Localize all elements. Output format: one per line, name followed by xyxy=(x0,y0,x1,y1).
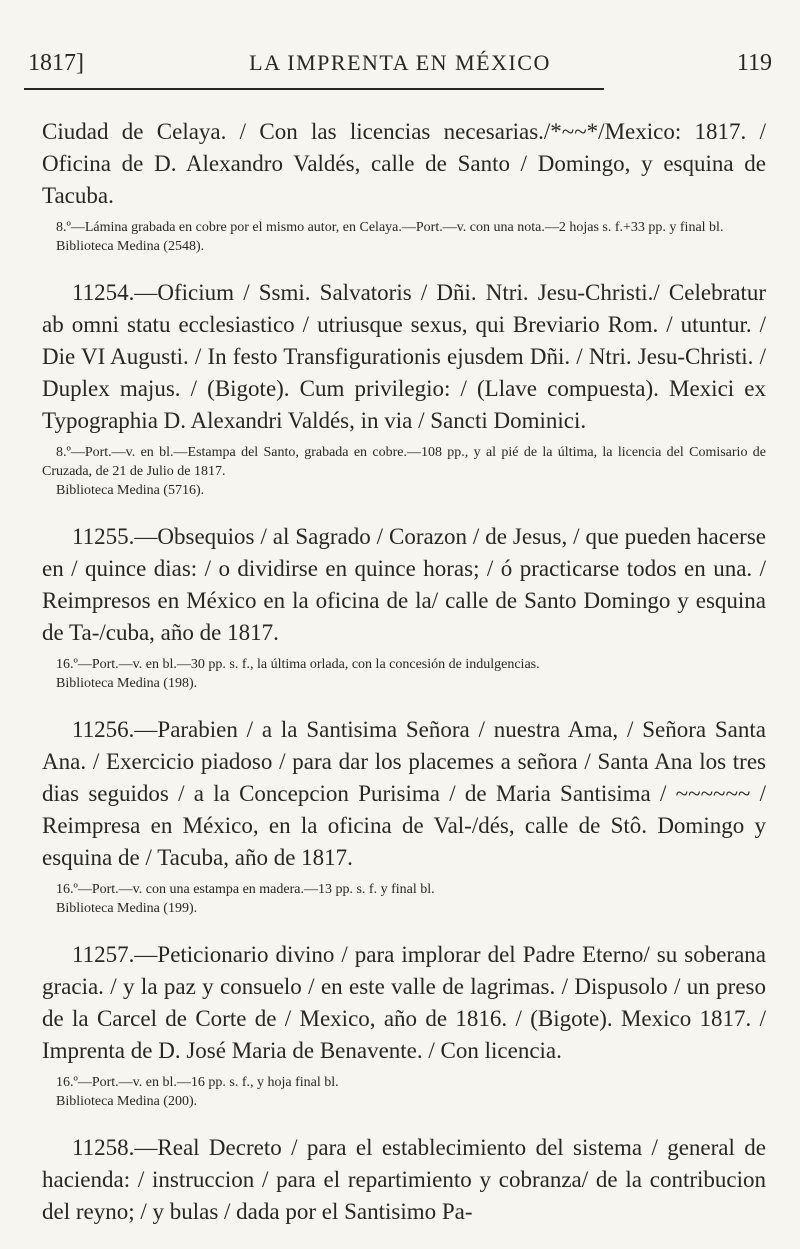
page-number: 119 xyxy=(736,50,772,76)
header-title: LA IMPRENTA EN MÉXICO xyxy=(249,50,551,75)
entry-11255 xyxy=(42,521,766,693)
page-body xyxy=(42,116,766,1249)
entry-description: 16.º—Port.—v. en bl.—30 pp. s. f., la última orlada, con la concesión de indulgencias. xyxy=(56,657,540,672)
entry-library: Biblioteca Medina (5716). xyxy=(56,483,205,498)
header-rule xyxy=(24,88,604,90)
entry-title: 11255.—Obsequios / al Sagrado / Corazon / de Jesus, / que pueden hacerse en / quince dias: / o dividirse en quince horas; / ó practicarse todos en una. / Reimpresos en México en la oficina de la/ calle de Santo Domingo y esquina de Ta-/cuba, año de 1817. xyxy=(42,524,766,645)
entry-11257 xyxy=(42,939,766,1111)
entry-11253 xyxy=(42,116,766,256)
entry-library: Biblioteca Medina (199). xyxy=(56,901,198,916)
entry-title: 11258.—Real Decreto / para el establecimiento del sistema / general de hacienda: / instruccion / para el repartimiento y cobranza/ de la contribucion del reyno; / y bulas / dada por el Santisimo Pa- xyxy=(42,1135,766,1224)
entry-library: Biblioteca Medina (200). xyxy=(56,1094,198,1109)
entry-description: 16.º—Port.—v. en bl.—16 pp. s. f., y hoja final bl. xyxy=(56,1075,339,1090)
entry-library: Biblioteca Medina (2548). xyxy=(56,239,205,254)
running-header xyxy=(28,50,772,86)
entry-title: 11256.—Parabien / a la Santisima Señora / nuestra Ama, / Señora Santa Ana. / Exercicio piadoso / para dar los placemes a señora / Santa Ana los tres dias seguidos / a la Concepcion Purisima / de Maria Santisima / ~~~~~~ / Reimpresa en México, en la oficina de Val-/dés, calle de Stô. Domingo y esquina de / Tacuba, año de 1817. xyxy=(42,717,766,870)
entry-title: 11257.—Peticionario divino / para implorar del Padre Eterno/ su soberana gracia. / y la paz y consuelo / en este valle de lagrimas. / Dispusolo / un preso de la Carcel de Corte de / Mexico, año de 1816. / (Bigote). Mexico 1817. / Imprenta de D. José Maria de Benavente. / Con licencia. xyxy=(42,942,766,1063)
entry-description: 8.º—Lámina grabada en cobre por el mismo autor, en Celaya.—Port.—v. con una nota.—2 hojas s. f.+33 pp. y final bl. xyxy=(56,220,724,235)
entry-description: 8.º—Port.—v. en bl.—Estampa del Santo, grabada en cobre.—108 pp., y al pié de la última, la licencia del Comisario de Cruzada, de 21 de Julio de 1817. xyxy=(42,445,766,479)
entry-description: 16.º—Port.—v. con una estampa en madera.—13 pp. s. f. y final bl. xyxy=(56,882,435,897)
entry-title: 11254.—Oficium / Ssmi. Salvatoris / Dñi. Ntri. Jesu-Christi./ Celebratur ab omni statu ecclesiastico / utriusque sexus, qui Breviario Rom. / utuntur. / Die VI Augusti. / In festo Transfigurationis ejusdem Dñi. / Ntri. Jesu-Christi. / Duplex majus. / (Bigote). Cum privilegio: / (Llave compuesta). Mexici ex Typographia D. Alexandri Valdés, in via / Sancti Dominici. xyxy=(42,280,766,433)
entry-11254 xyxy=(42,277,766,500)
entry-library: Biblioteca Medina (198). xyxy=(56,676,198,691)
entry-11258 xyxy=(42,1132,766,1228)
entry-title: Ciudad de Celaya. / Con las licencias necesarias./*~~*/Mexico: 1817. / Oficina de D. Alexandro Valdés, calle de Santo / Domingo, y esquina de Tacuba. xyxy=(42,119,766,208)
entry-11256 xyxy=(42,714,766,918)
header-year: 1817] xyxy=(28,50,84,76)
